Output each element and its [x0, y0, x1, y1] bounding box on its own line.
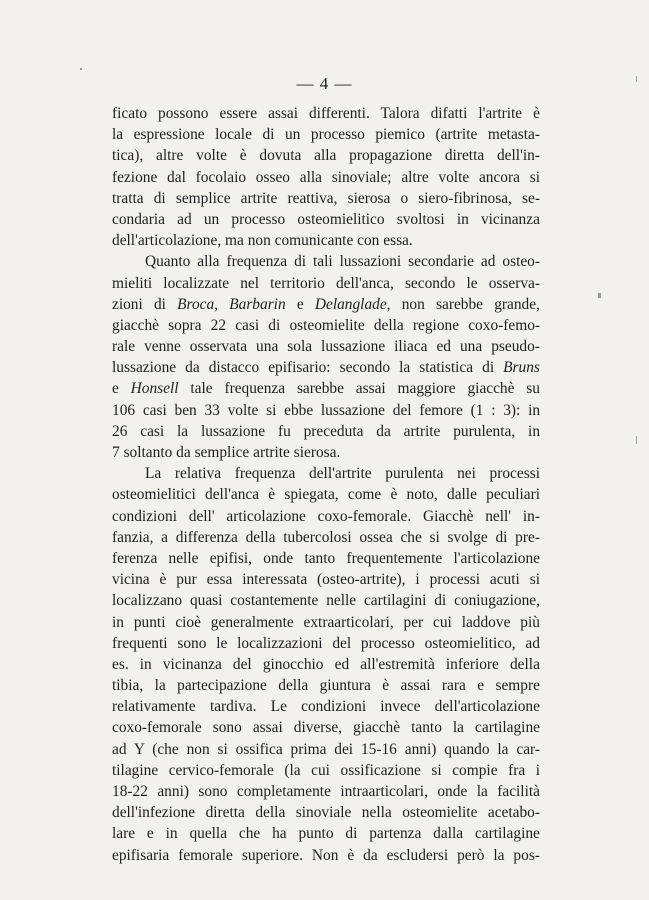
text-line: epifisaria femorale superiore. Non è da escludersi però la pos-	[112, 846, 540, 864]
text-line: fezione dal focolaio osseo alla sinoviale; altre volte ancora si	[112, 168, 540, 186]
body-text	[112, 103, 540, 866]
page-number: — 4 —	[296, 74, 353, 93]
text-line: rale venne osservata una sola lussazione iliaca ed una pseudo-	[112, 338, 540, 356]
text-line: lare e in quella che ha punto di partenza dalla cartilagine	[112, 825, 540, 843]
text-line: es. in vicinanza del ginocchio ed all'estremità inferiore della	[112, 655, 540, 673]
text-line: 7 soltanto da semplice artrite sierosa.	[112, 444, 341, 461]
text-line: localizzano quasi costantemente nelle cartilagini di coniugazione,	[112, 592, 540, 610]
text-line: in punti cioè generalmente extraarticolari, per cui laddove più	[112, 613, 540, 631]
text-line: ficato possono essere assai differenti. Talora difatti l'artrite è	[112, 105, 540, 122]
text-line: fanzia, a differenza della tubercolosi ossea che si svolge di pre-	[112, 528, 540, 546]
scan-mark	[598, 293, 601, 298]
scan-mark	[80, 68, 82, 70]
text-line: frequenti sono le localizzazioni del processo osteomielitico, ad	[112, 634, 540, 652]
text-line: coxo-femorale sono assai diverse, giacchè tanto la cartilagine	[112, 719, 540, 737]
text-line: condizioni dell' articolazione coxo-femorale. Giacchè nell' in-	[112, 507, 540, 525]
text-line: tratta di semplice artrite reattiva, sierosa o siero-fibrinosa, se-	[112, 189, 540, 207]
text-line: condaria ad un processo osteomielitico svoltosi in vicinanza	[112, 210, 540, 228]
text-line: ad Y (che non si ossifica prima dei 15-16 anni) quando la car-	[112, 740, 540, 758]
text-line: dell'infezione diretta della sinoviale nella osteomielite acetabo-	[112, 804, 541, 822]
scan-mark	[636, 76, 637, 82]
text-line: giacchè sopra 22 casi di osteomielite della regione coxo-femo-	[112, 316, 541, 334]
text-line: 26 casi la lussazione fu preceduta da artrite purulenta, in	[112, 422, 541, 440]
text-line: La relativa frequenza dell'artrite purulenta nei processi	[145, 465, 540, 483]
text-line: tica), altre volte è dovuta alla propagazione diretta dell'in-	[112, 147, 540, 165]
text-line: tilagine cervico-femorale (la cui ossificazione si compie fra i	[112, 761, 540, 779]
text-line: e Honsell tale frequenza sarebbe assai maggiore giacchè su	[112, 380, 540, 398]
text-line: zioni di Broca, Barbarin e Delanglade, non sarebbe grande,	[112, 295, 540, 313]
text-line: relativamente tardiva. Le condizioni invece dell'articolazione	[112, 698, 540, 716]
text-line: dell'articolazione, ma non comunicante con essa.	[112, 232, 413, 250]
text-line: vicina è pur essa interessata (osteo-artrite), i processi acuti si	[112, 571, 540, 589]
text-line: mieliti localizzate nel territorio dell'anca, secondo le osserva-	[112, 274, 540, 292]
text-line: la espressione locale di un processo piemico (artrite metasta-	[112, 126, 541, 144]
text-line: ferenza nelle epifisi, onde tanto frequentemente l'articolazione	[112, 549, 540, 567]
text-line: lussazione da distacco epifisario: secondo la statistica di Bruns	[112, 359, 540, 377]
text-line: osteomielitici dell'anca è spiegata, come è noto, dalle peculiari	[112, 486, 540, 504]
scan-mark	[636, 436, 637, 444]
text-line: 18-22 anni) sono completamente intraarticolari, onde la facilità	[112, 783, 540, 800]
text-line: 106 casi ben 33 volte si ebbe lussazione del femore (1 : 3): in	[112, 401, 541, 419]
text-line: Quanto alla frequenza di tali lussazioni secondarie ad osteo-	[145, 253, 541, 271]
text-line: tibia, la partecipazione della giuntura è assai rara e sempre	[112, 677, 540, 695]
